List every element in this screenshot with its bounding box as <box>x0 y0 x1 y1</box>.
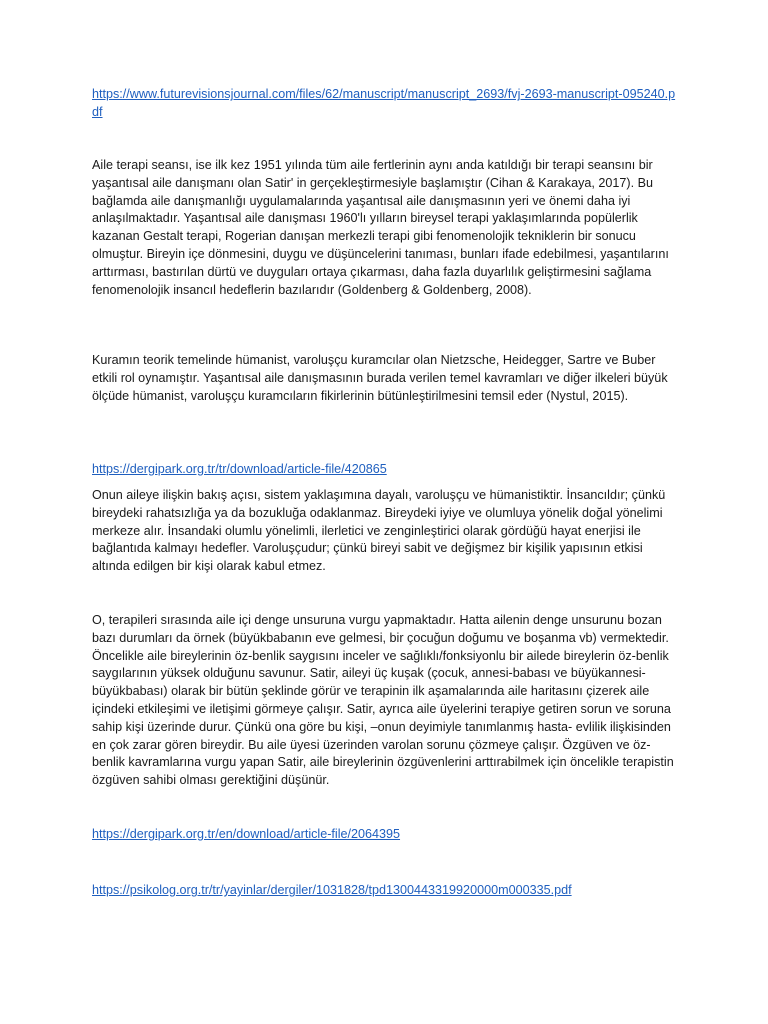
reference-link-dergipark-420865[interactable]: https://dergipark.org.tr/tr/download/article-file/420865 <box>92 462 387 476</box>
paragraph-family-balance: O, terapileri sırasında aile içi denge unsuruna vurgu yapmaktadır. Hatta ailenin denge unsurunu bozan bazı durumları da örnek (büyükbabanın eve gelmesi, bir çocuğun doğumu ve boşanma vb) vermektedir. Öncelikle aile bireylerinin öz-benlik saygısını inceler ve sağlıklı/fonksiyonlu bir ailede bireylerin öz-benlik saygılarının yüksek olduğunu savunur. Satir, aileyi üç kuşak (çocuk, annesi-babası ve büyükannesi-büyükbabası) olarak bir bütün şeklinde görür ve terapinin ilk aşamalarında aile haritasını çizerek aile içindeki etkileşimi ve iletişimi görmeye çalışır. Satir, ayrıca aile üyelerini terapiye getiren sorun ve soruna sahip kişi üzerinde durur. Çünkü ona göre bu kişi, –onun deyimiyle tanımlanmış hasta- evlilik ilişkisinden en çok zarar gören bireydir. Bu aile üyesi üzerinden varolan sorunu çözmeye çalışır. Özgüven ve öz-benlik kavramlarına vurgu yapan Satir, aile bireylerinin özgüvenlerini arttırabilmek için öncelikle terapistin özgüven sahibi olması gerektiğini düşünür. <box>92 613 674 788</box>
reference-link-futurevisions[interactable]: https://www.futurevisionsjournal.com/files/62/manuscript/manuscript_2693/fvj-2693-manuscript-095240.pdf <box>92 87 676 119</box>
paragraph-satir-history: Aile terapi seansı, ise ilk kez 1951 yılında tüm aile fertlerinin aynı anda katıldığı bir terapi seansını bir yaşantısal aile danışmanı olan Satir' in gerçekleştirmesiyle başlamıştır (Cihan & Karakaya, 2017). Bu bağlamda aile danışmanlığı uygulamalarında yaşantısal aile danışmasının yeri ve önemi daha iyi anlaşılmaktadır. Yaşantısal aile danışması 1960'lı yılların bireysel terapi yaklaşımlarında popülerlik kazanan Gestalt terapi, Rogerian danışan merkezli terapi gibi fenomenolojik tekniklerin bir sonucu olmuştur. Bireyin içe dönmesini, duygu ve düşüncelerini tanıması, bunları ifade edebilmesi, yaşantılarını arttırması, bastırılan dürtü ve duyguları ortaya çıkarması, daha fazla duyarlılık geliştirmesini sağlama fenomenolojik insancıl hedeflerin bazılarıdır (Goldenberg & Goldenberg, 2008). <box>92 158 669 297</box>
reference-link-psikolog[interactable]: https://psikolog.org.tr/tr/yayinlar/dergiler/1031828/tpd1300443319920000m000335.pdf <box>92 883 572 897</box>
reference-link-dergipark-2064395[interactable]: https://dergipark.org.tr/en/download/article-file/2064395 <box>92 827 401 841</box>
paragraph-theoretical-basis: Kuramın teorik temelinde hümanist, varoluşçu kuramcılar olan Nietzsche, Heidegger, Sartre ve Buber etkili rol oynamıştır. Yaşantısal aile danışmasının burada verilen temel kavramları ve diğer ilkeleri büyük ölçüde hümanist, varoluşçu kuramcıların fikirlerinin bütünleştirilmesini temsil eder (Nystul, 2015). <box>92 353 668 403</box>
paragraph-family-perspective: Onun aileye ilişkin bakış açısı, sistem yaklaşımına dayalı, varoluşçu ve hümanistiktir. İnsancıldır; çünkü bireydeki rahatsızlığa ya da bozukluğa odaklanmaz. Bireydeki iyiye ve olumluya yönelik doğal yönelimi merkeze alır. İnsandaki olumlu yönelimli, ilerletici ve zenginleştirici olarak gördüğü hayat enerjisi ile bağlantıda kalmayı hedefler. Varoluşçudur; çünkü bireyi sabit ve değişmez bir kişilik yapısının etkisi altında edilgen bir kişi olarak kabul etmez. <box>92 488 666 574</box>
